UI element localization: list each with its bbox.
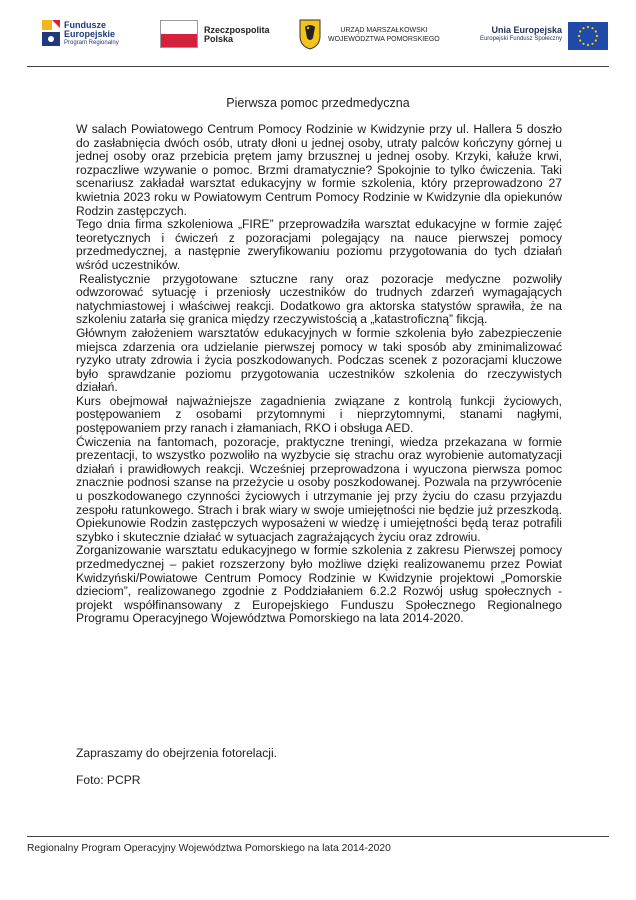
rzeczpospolita-polska-logo	[160, 14, 290, 60]
photo-credit: Foto: PCPR	[76, 773, 141, 787]
paragraph-4: Głównym założeniem warsztatów edukacyjnych w formie szkolenia było zabezpieczenie miejsca zdarzenia ora udzielanie pierwszej pomocy w taki sposób aby zminimalizować ryzyko utraty zdrowia i życia poszkodowanych. Podczas scenek z pozoracjami kluczowe było sprawdzanie poziomu przygotowania uczestników szkolenia do rzeczywistych działań.	[76, 325, 562, 395]
header-divider	[27, 66, 609, 67]
pl-line1: Rzeczpospolita	[204, 25, 270, 35]
fe-title-line2: Europejskie	[64, 29, 116, 39]
pomorskie-crest-icon	[298, 18, 322, 50]
paragraph-7: Zorganizowanie warsztatu edukacyjnego w formie szkolenia z zakresu Pierwszej pomocy przedmedycznej – pakiet rozszerzony było możliwe dzięki realizowanemu przez Powiat Kwidzyński/Powiatowe Centrum Pomocy Rodzinie w Kwidzynie projektowi „Pomorskie dzieciom”, realizowanego zgodnie z Poddziałaniem 6.2.2 Rozwój usług społecznych - projekt współfinansowany z Europejskiego Funduszu Społecznego Regionalnego Programu Operacyjnego Województwa Pomorskiego na lata 2014-2020.	[76, 543, 562, 626]
ue-title: Unia Europejska	[491, 25, 562, 35]
footer-text: Regionalny Program Operacyjny Województwa Pomorskiego na lata 2014-2020	[27, 843, 391, 854]
paragraph-6: Ćwiczenia na fantomach, pozoracje, praktyczne treningi, wiedza przekazana w formie prezentacji, to wszystko pozwoliło na wyzbycie się strachu oraz wyrobienie automatyzacji działań i prawidłowych reakcji. Wcześniej przeprowadzona i wyuczona pierwsza pomoc znacznie podnosi szanse na przeżycie u osoby poszkodowanej. Pozwala na przywrócenie u poszkodowanego czynności życiowych i utrzymanie jej przy życiu do czasu przyjazdu zespołu ratunkowego. Strach i brak wiary w swoje umiejętności nie będzie już przeszkodą. Opiekunowie Rodzin zastępczych wyposażeni w wiedzę i umiejętności będą teraz potrafili szybko i skutecznie działać w sytuacjach zagrażających życiu oraz zdrowiu.	[76, 434, 562, 544]
document-body	[76, 123, 562, 626]
urzad-marszalkowski-logo	[298, 14, 448, 60]
ue-subtitle: Europejski Fundusz Społeczny	[479, 36, 562, 42]
fe-subtitle: Program Regionalny	[64, 40, 119, 46]
fundusze-europejskie-icon	[40, 18, 62, 48]
paragraph-1: W salach Powiatowego Centrum Pomocy Rodzinie w Kwidzynie przy ul. Hallera 5 doszło do zasłabnięcia dwóch osób, utraty dłoni u jednej osoby, utraty palców kończyny górnej u jednej osoby oraz przebicia prętem jamy brzusznej u jednej osoby. Krzyki, kałuże krwi, rozpaczliwe wzywanie o pomoc. Brzmi dramatycznie? Spokojnie to tylko ćwiczenia. Taki scenariusz zakładał warsztat edukacyjny w formie szkolenia, który przeprowadzono 27 kwietnia 2023 roku w Powiatowym Centrum Pomocy Rodzinie w Kwidzynie dla opiekunów Rodzin zastępczych.	[76, 122, 562, 218]
unia-europejska-logo	[458, 14, 608, 60]
footer-divider	[27, 836, 609, 837]
um-line1: URZĄD MARSZAŁKOWSKI	[340, 27, 428, 34]
um-line2: WOJEWÓDZTWA POMORSKIEGO	[328, 36, 440, 43]
paragraph-2: Tego dnia firma szkoleniowa „FIRE” przeprowadziła warsztat edukacyjne w formie zajęć teoretycznych i ćwiczeń z pozoracjami polegający na nauce pierwszej pomocy przedmedycznej, a następnie zweryfikowaniu poziomu przygotowania do tych działań wśród uczestników.	[76, 217, 562, 272]
eu-flag-icon	[568, 22, 608, 50]
polish-flag-icon	[160, 20, 198, 48]
fundusze-europejskie-logo	[40, 14, 160, 60]
fe-title-line1: Fundusze	[64, 20, 106, 30]
closing-invitation: Zapraszamy do obejrzenia fotorelacji.	[76, 746, 277, 760]
document-title: Pierwsza pomoc przedmedyczna	[226, 96, 410, 110]
paragraph-3: Realistycznie przygotowane sztuczne rany oraz pozoracje medyczne pozwoliły odwzorować sytuację i przeniosły uczestników do trudnych zdarzeń wymagających natychmiastowej i właściwej reakcji. Dodatkowo gra aktorska statystów sprawiła, że na szkoleniu zatarła się granica między rzeczywistością a „katastroficzną” fikcją.	[76, 271, 562, 327]
pl-line2: Polska	[204, 34, 234, 44]
logo-bar	[40, 14, 608, 60]
paragraph-5: Kurs obejmował najważniejsze zagadnienia związane z kontrolą funkcji życiowych, postępowaniem z osobami przytomnymi i nieprzytomnymi, stanami nagłymi, postępowaniem przy ranach i złamaniach, RKO i obsługa AED.	[76, 393, 562, 436]
